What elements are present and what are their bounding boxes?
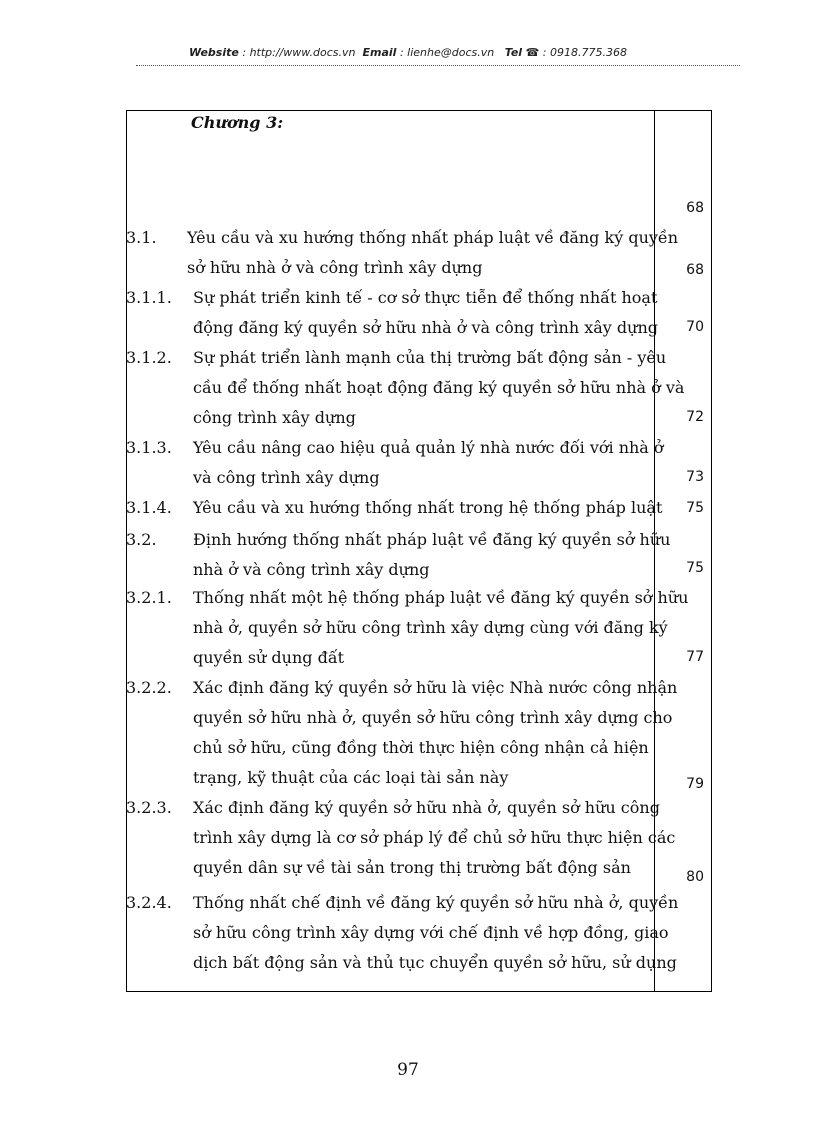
toc-entry-line: Thống nhất một hệ thống pháp luật về đăng ký quyền sở hữu bbox=[193, 588, 689, 607]
tel-label: Tel bbox=[504, 46, 523, 59]
toc-entry-line: Yêu cầu và xu hướng thống nhất pháp luật về đăng ký quyền bbox=[187, 228, 679, 247]
toc-page-number: 72 bbox=[686, 409, 704, 425]
toc-page-number: 73 bbox=[686, 469, 704, 485]
header-divider bbox=[136, 65, 740, 66]
toc-section-number: 3.2.4. bbox=[126, 893, 172, 912]
email-label: Email bbox=[362, 46, 397, 59]
toc-entry-line: trình xây dựng là cơ sở pháp lý để chủ sở hữu thực hiện các bbox=[193, 828, 676, 847]
toc-section-number: 3.1.2. bbox=[126, 348, 172, 367]
toc-section-number: 3.1.4. bbox=[126, 498, 172, 517]
toc-entry-line: Thống nhất chế định về đăng ký quyền sở hữu nhà ở, quyền bbox=[193, 893, 679, 912]
toc-entry-line: cầu để thống nhất hoạt động đăng ký quyền sở hữu nhà ở và bbox=[193, 378, 685, 397]
toc-section-number: 3.1. bbox=[126, 228, 157, 247]
toc-entry-line: dịch bất động sản và thủ tục chuyển quyền sở hữu, sử dụng bbox=[193, 953, 677, 972]
chapter-page-number: 68 bbox=[686, 200, 704, 216]
website-label: Website bbox=[189, 46, 239, 59]
toc-page-number: 75 bbox=[686, 560, 704, 576]
toc-section-number: 3.2.3. bbox=[126, 798, 172, 817]
toc-page-number: 68 bbox=[686, 262, 704, 278]
toc-section-number: 3.2.2. bbox=[126, 678, 172, 697]
toc-entry-line: quyền sử dụng đất bbox=[193, 648, 345, 667]
toc-entry-line: Xác định đăng ký quyền sở hữu nhà ở, quyền sở hữu công bbox=[193, 798, 660, 817]
toc-entry-line: động đăng ký quyền sở hữu nhà ở và công trình xây dựng bbox=[193, 318, 659, 337]
toc-entry-line: Xác định đăng ký quyền sở hữu là việc Nhà nước công nhận bbox=[193, 678, 678, 697]
website-url: http://www.docs.vn bbox=[249, 46, 356, 59]
footer-page-number: 97 bbox=[397, 1060, 419, 1080]
chapter-title: Chương 3: bbox=[191, 113, 284, 132]
toc-entry-line: Yêu cầu và xu hướng thống nhất trong hệ thống pháp luật bbox=[193, 498, 663, 517]
tel-value: 0918.775.368 bbox=[549, 46, 627, 59]
toc-page-number: 77 bbox=[686, 649, 704, 665]
website-separator: : bbox=[238, 46, 250, 59]
toc-entry-line: nhà ở và công trình xây dựng bbox=[193, 560, 430, 579]
toc-section-number: 3.2.1. bbox=[126, 588, 172, 607]
page-header bbox=[0, 46, 816, 59]
toc-page-number: 79 bbox=[686, 776, 704, 792]
toc-entry-line: Định hướng thống nhất pháp luật về đăng ký quyền sở hữu bbox=[193, 530, 671, 549]
toc-page-number: 75 bbox=[686, 500, 704, 516]
toc-entry-line: nhà ở, quyền sở hữu công trình xây dựng cùng với đăng ký bbox=[193, 618, 668, 637]
toc-section-number: 3.1.3. bbox=[126, 438, 172, 457]
toc-entry-line: sở hữu nhà ở và công trình xây dựng bbox=[187, 258, 483, 277]
toc-entry-line: quyền sở hữu nhà ở, quyền sở hữu công trình xây dựng cho bbox=[193, 708, 673, 727]
toc-entry-line: Yêu cầu nâng cao hiệu quả quản lý nhà nước đối với nhà ở bbox=[193, 438, 664, 457]
toc-section-number: 3.1.1. bbox=[126, 288, 172, 307]
toc-entry-line: trạng, kỹ thuật của các loại tài sản này bbox=[193, 768, 509, 787]
phone-icon: ☎ bbox=[525, 46, 540, 59]
toc-entry-line: quyền dân sự về tài sản trong thị trường bất động sản bbox=[193, 858, 631, 877]
toc-page-number: 70 bbox=[686, 319, 704, 335]
toc-entry-line: công trình xây dựng bbox=[193, 408, 356, 427]
toc-section-number: 3.2. bbox=[126, 530, 157, 549]
email-separator: : bbox=[396, 46, 408, 59]
toc-entry-line: sở hữu công trình xây dựng với chế định về hợp đồng, giao bbox=[193, 923, 669, 942]
toc-entry-line: chủ sở hữu, cũng đồng thời thực hiện công nhận cả hiện bbox=[193, 738, 649, 757]
toc-entry-line: Sự phát triển kinh tế - cơ sở thực tiễn để thống nhất hoạt bbox=[193, 288, 658, 307]
tel-separator: : bbox=[539, 46, 550, 59]
toc-entry-line: và công trình xây dựng bbox=[193, 468, 380, 487]
toc-page-number: 80 bbox=[686, 869, 704, 885]
toc-entry-line: Sự phát triển lành mạnh của thị trường bất động sản - yêu bbox=[193, 348, 667, 367]
email-value: lienhe@docs.vn bbox=[407, 46, 495, 59]
